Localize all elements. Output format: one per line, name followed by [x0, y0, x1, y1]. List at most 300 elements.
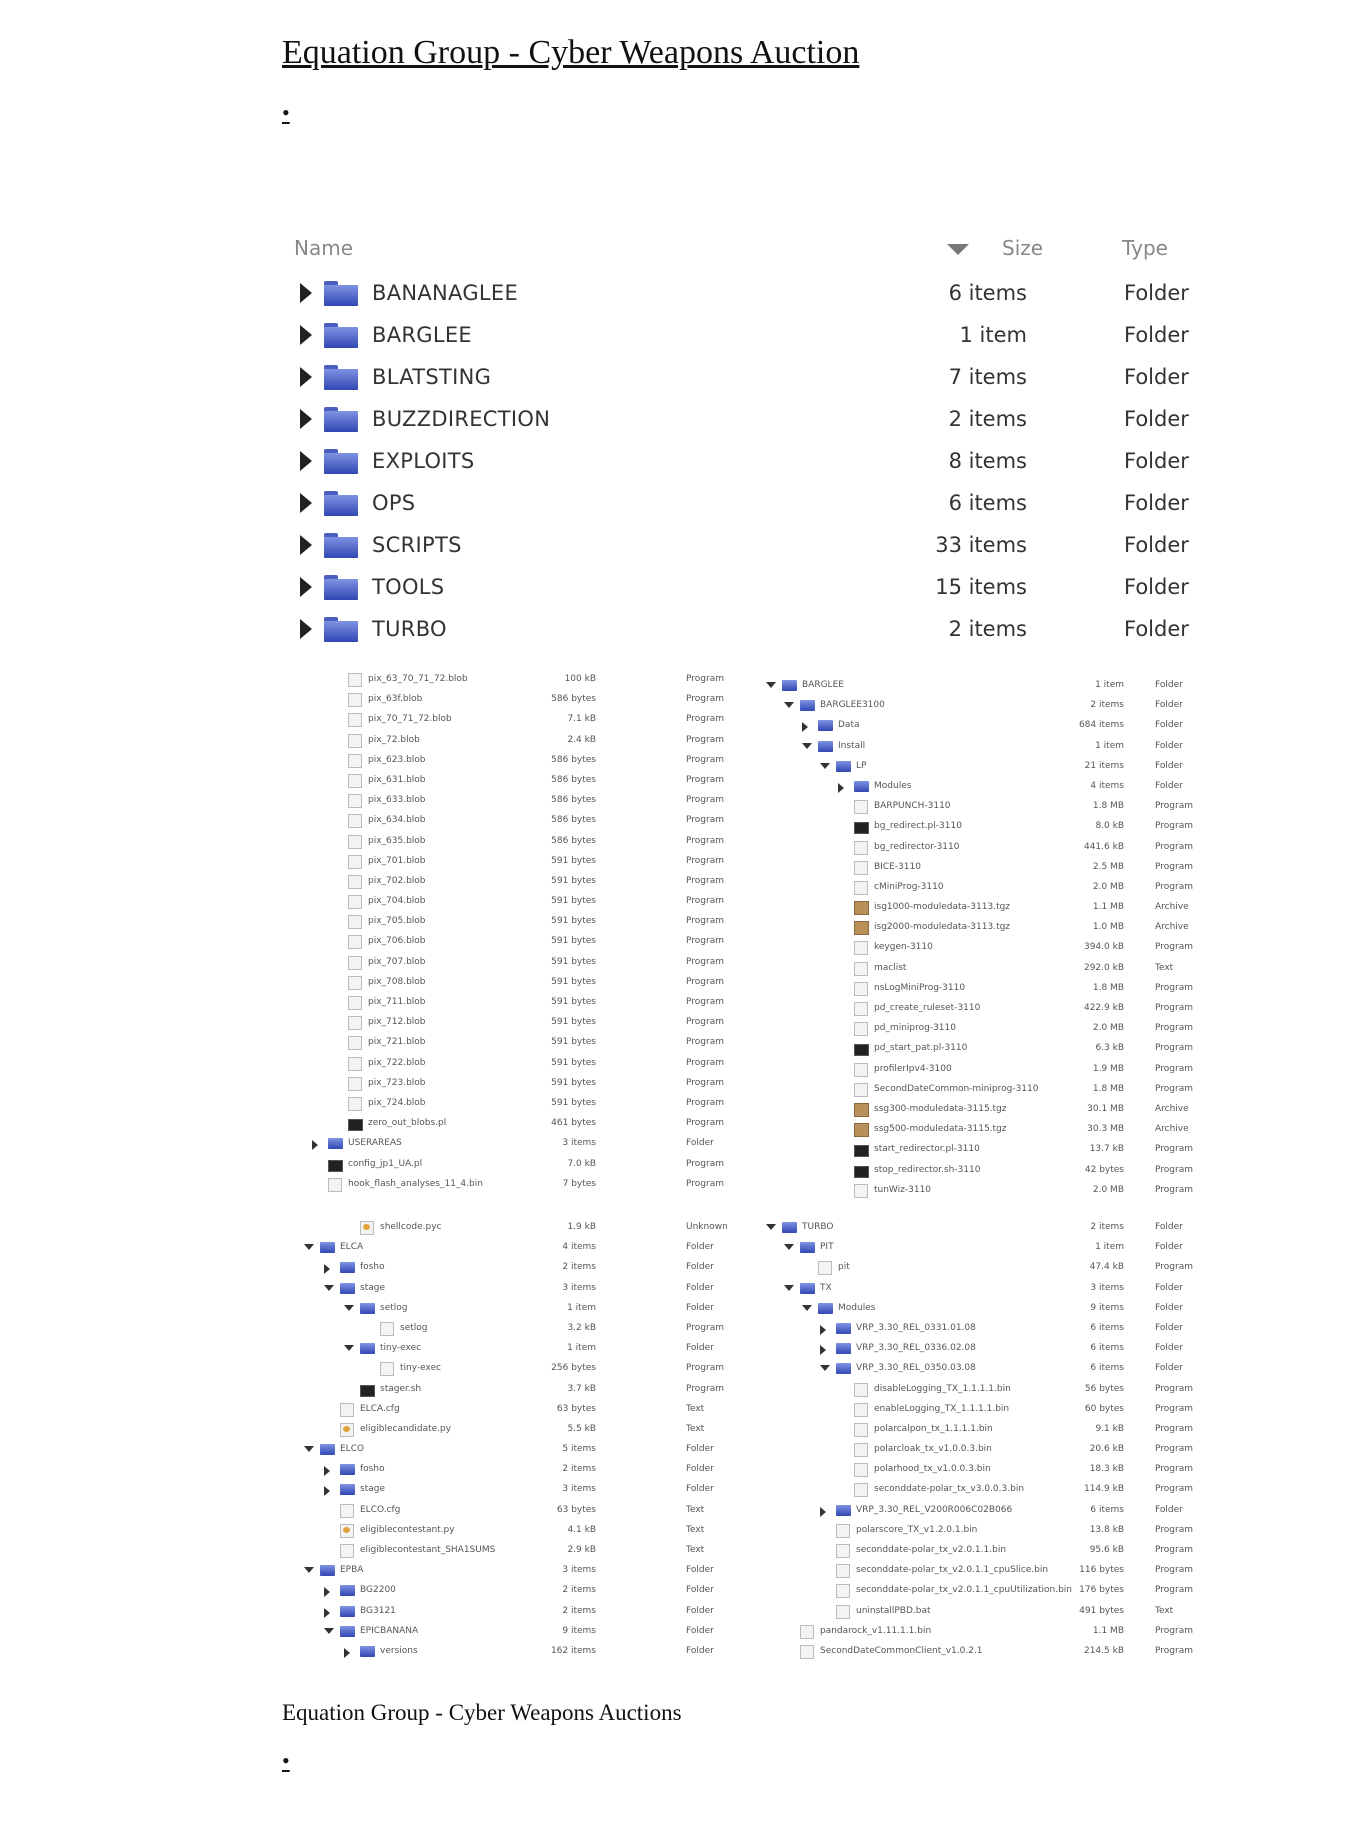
listing-type: Program: [686, 956, 724, 967]
listing-row[interactable]: [762, 1120, 1220, 1140]
expand-arrow-icon[interactable]: [802, 722, 808, 732]
folder-icon: [340, 1606, 355, 1617]
listing-row[interactable]: [298, 1238, 736, 1258]
listing-row[interactable]: [298, 1642, 736, 1662]
folder-row[interactable]: [282, 608, 1212, 650]
sort-descending-icon[interactable]: [947, 244, 969, 255]
listing-row[interactable]: [298, 670, 736, 690]
listing-row[interactable]: [762, 817, 1220, 837]
collapse-arrow-icon[interactable]: [802, 1305, 812, 1311]
listing-row[interactable]: [762, 1359, 1220, 1379]
listing-row[interactable]: [298, 1460, 736, 1480]
listing-size: 95.6 kB: [1089, 1545, 1124, 1555]
folder-icon: [854, 781, 869, 792]
listing-row[interactable]: [298, 1074, 736, 1094]
archive-icon: [854, 921, 869, 935]
folder-icon: [800, 700, 815, 711]
listing-type: Unknown: [686, 1222, 728, 1232]
collapse-arrow-icon[interactable]: [344, 1305, 354, 1311]
listing-size: 591 bytes: [551, 916, 596, 927]
listing-row[interactable]: [298, 1380, 736, 1400]
listing-name: BG3121: [360, 1605, 396, 1616]
exec-icon: [348, 1119, 363, 1131]
listing-row[interactable]: [298, 1094, 736, 1114]
listing-row[interactable]: [298, 1134, 736, 1154]
listing-name: Data: [838, 720, 860, 731]
listing-row[interactable]: [298, 1521, 736, 1541]
expand-arrow-icon[interactable]: [324, 1587, 330, 1597]
listing-name: setlog: [400, 1322, 428, 1333]
listing-type: Program: [1155, 1144, 1193, 1155]
expand-arrow-icon[interactable]: [300, 283, 312, 303]
folder-type: Folder: [1124, 491, 1189, 515]
listing-name: ssg300-moduledata-3115.tgz: [874, 1103, 1007, 1114]
listing-type: Folder: [686, 1343, 714, 1354]
listing-row[interactable]: [298, 1319, 736, 1339]
script-icon: [340, 1423, 354, 1437]
listing-row[interactable]: [298, 1175, 736, 1195]
listing-size: 63 bytes: [556, 1403, 596, 1414]
listing-row[interactable]: [298, 1581, 736, 1601]
collapse-arrow-icon[interactable]: [820, 763, 830, 769]
folder-row[interactable]: [282, 566, 1212, 608]
listing-name: VRP_3.30_REL_0350.03.08: [856, 1363, 976, 1374]
listing-row[interactable]: [762, 1299, 1220, 1319]
listing-size: 214.5 kB: [1083, 1645, 1124, 1656]
listing-row[interactable]: [762, 777, 1220, 797]
listing-row[interactable]: [298, 1440, 736, 1460]
expand-arrow-icon[interactable]: [312, 1140, 318, 1150]
listing-row[interactable]: [762, 979, 1220, 999]
listing-row[interactable]: [298, 892, 736, 912]
listing-type: Program: [686, 1118, 724, 1129]
listing-name: Modules: [874, 780, 912, 791]
listing-row[interactable]: [298, 1033, 736, 1053]
listing-type: Text: [686, 1423, 705, 1434]
listing-row[interactable]: [298, 811, 736, 831]
listing-size: 292.0 kB: [1083, 962, 1124, 973]
listing-name: LP: [856, 760, 867, 771]
file-icon: [854, 861, 868, 875]
folder-icon: [818, 1303, 833, 1314]
expand-arrow-icon[interactable]: [300, 577, 312, 597]
listing-name: BARGLEE3100: [820, 700, 885, 711]
listing-type: Program: [1155, 1625, 1193, 1636]
folder-icon: [340, 1585, 355, 1596]
collapse-arrow-icon[interactable]: [766, 1224, 776, 1230]
listing-type: Program: [686, 875, 724, 886]
listing-type: Folder: [1155, 1322, 1183, 1333]
listing-type: Program: [1155, 1083, 1193, 1094]
listing-row[interactable]: [298, 993, 736, 1013]
listing-row[interactable]: [762, 1258, 1220, 1278]
listing-size: 1 item: [567, 1302, 596, 1313]
file-icon: [348, 996, 362, 1010]
listing-row[interactable]: [298, 1013, 736, 1033]
listing-row[interactable]: [762, 1218, 1220, 1238]
listing-size: 4.1 kB: [567, 1524, 596, 1535]
folder-icon: [340, 1464, 355, 1475]
listing-type: Program: [1155, 1565, 1193, 1576]
listing-type: Folder: [686, 1645, 714, 1656]
listing-row[interactable]: [762, 959, 1220, 979]
listing-row[interactable]: [762, 1080, 1220, 1100]
listing-row[interactable]: [298, 1299, 736, 1319]
listing-screenshot-bottom-right: [762, 1218, 1220, 1662]
listing-row[interactable]: [762, 1140, 1220, 1160]
listing-row[interactable]: [762, 1238, 1220, 1258]
listing-type: Program: [686, 815, 724, 826]
listing-type: Folder: [686, 1605, 714, 1616]
listing-name: fosho: [360, 1262, 385, 1273]
listing-type: Program: [1155, 1164, 1193, 1175]
listing-row[interactable]: [298, 852, 736, 872]
listing-row[interactable]: [298, 751, 736, 771]
file-icon: [348, 1057, 362, 1071]
listing-type: Folder: [1155, 1222, 1183, 1232]
file-icon: [800, 1625, 814, 1639]
listing-size: 1.8 MB: [1092, 1083, 1124, 1094]
file-icon: [854, 881, 868, 895]
listing-row[interactable]: [298, 973, 736, 993]
listing-row[interactable]: [298, 1155, 736, 1175]
listing-row[interactable]: [762, 1642, 1220, 1662]
listing-row[interactable]: [298, 710, 736, 730]
listing-size: 1.1 MB: [1092, 902, 1124, 913]
folder-icon: [324, 491, 358, 516]
listing-type: Folder: [1155, 1242, 1183, 1253]
listing-row[interactable]: [762, 1100, 1220, 1120]
listing-row[interactable]: [298, 872, 736, 892]
listing-row[interactable]: [298, 912, 736, 932]
folder-row[interactable]: [282, 440, 1212, 482]
listing-row[interactable]: [762, 1279, 1220, 1299]
exec-icon: [854, 1166, 869, 1178]
expand-arrow-icon[interactable]: [300, 325, 312, 345]
listing-row[interactable]: [298, 1359, 736, 1379]
listing-name: pix_707.blob: [368, 956, 426, 967]
listing-row[interactable]: [298, 1602, 736, 1622]
listing-row[interactable]: [762, 898, 1220, 918]
listing-row[interactable]: [298, 690, 736, 710]
listing-name: PIT: [820, 1242, 834, 1253]
listing-name: BG2200: [360, 1585, 396, 1596]
folder-name: OPS: [372, 491, 416, 515]
expand-arrow-icon[interactable]: [344, 1648, 350, 1658]
folder-size: 8 items: [948, 449, 1027, 473]
listing-name: eligiblecontestant_SHA1SUMS: [360, 1545, 496, 1555]
listing-type: Program: [1155, 801, 1193, 812]
exec-icon: [854, 822, 869, 834]
listing-size: 586 bytes: [551, 754, 596, 765]
folder-type: Folder: [1124, 449, 1189, 473]
folder-row[interactable]: [282, 314, 1212, 356]
folder-row[interactable]: [282, 524, 1212, 566]
size-column-header[interactable]: Size: [1002, 236, 1044, 260]
listing-name: pix_708.blob: [368, 976, 426, 987]
listing-name: Install: [838, 740, 866, 751]
listing-row[interactable]: [762, 1380, 1220, 1400]
listing-row[interactable]: [762, 1019, 1220, 1039]
listing-row[interactable]: [762, 1480, 1220, 1500]
listing-size: 2.0 MB: [1092, 1023, 1124, 1034]
folder-icon: [320, 1242, 335, 1253]
listing-row[interactable]: [298, 771, 736, 791]
listing-size: 3 items: [1090, 1282, 1124, 1293]
expand-arrow-icon[interactable]: [300, 409, 312, 429]
listing-type: Program: [686, 1158, 724, 1169]
collapse-arrow-icon[interactable]: [784, 1244, 794, 1250]
collapse-arrow-icon[interactable]: [802, 743, 812, 749]
listing-type: Program: [686, 936, 724, 947]
listing-type: Program: [686, 976, 724, 987]
listing-name: stager.sh: [380, 1383, 422, 1394]
listing-size: 42 bytes: [1084, 1164, 1124, 1175]
listing-row[interactable]: [762, 757, 1220, 777]
folder-row[interactable]: [282, 398, 1212, 440]
listing-row[interactable]: [762, 1440, 1220, 1460]
listing-type: Folder: [1155, 1504, 1183, 1515]
folder-icon: [320, 1444, 335, 1455]
folder-name: BARGLEE: [372, 323, 472, 347]
listing-name: SecondDateCommonClient_v1.0.2.1: [820, 1645, 983, 1656]
listing-name: bg_redirector-3110: [874, 841, 960, 852]
file-icon: [348, 935, 362, 949]
listing-size: 1.9 kB: [567, 1222, 596, 1232]
file-icon: [348, 1077, 362, 1091]
listing-size: 1 item: [567, 1343, 596, 1354]
listing-row[interactable]: [762, 696, 1220, 716]
expand-arrow-icon[interactable]: [300, 535, 312, 555]
listing-size: 591 bytes: [551, 1017, 596, 1028]
listing-name: ELCA.cfg: [360, 1403, 400, 1414]
listing-row[interactable]: [298, 832, 736, 852]
listing-row[interactable]: [762, 1400, 1220, 1420]
collapse-arrow-icon[interactable]: [304, 1446, 314, 1452]
listing-row[interactable]: [298, 1279, 736, 1299]
listing-name: profilerIpv4-3100: [874, 1063, 952, 1074]
listing-name: seconddate-polar_tx_v3.0.0.3.bin: [874, 1484, 1025, 1495]
listing-size: 63 bytes: [556, 1504, 596, 1515]
listing-name: stop_redirector.sh-3110: [874, 1164, 981, 1175]
collapse-arrow-icon[interactable]: [784, 702, 794, 708]
listing-row[interactable]: [762, 1339, 1220, 1359]
listing-row[interactable]: [762, 1319, 1220, 1339]
listing-size: 1 item: [1095, 740, 1124, 751]
listing-name: setlog: [380, 1302, 408, 1313]
listing-row[interactable]: [298, 1400, 736, 1420]
listing-row[interactable]: [298, 932, 736, 952]
file-icon: [348, 713, 362, 727]
listing-name: BICE-3110: [874, 861, 921, 872]
expand-arrow-icon[interactable]: [324, 1466, 330, 1476]
file-icon: [854, 1483, 868, 1497]
bullet-point: •: [282, 1748, 290, 1773]
listing-name: hook_flash_analyses_11_4.bin: [348, 1178, 483, 1189]
listing-type: Program: [686, 1322, 724, 1333]
collapse-arrow-icon[interactable]: [784, 1285, 794, 1291]
listing-row[interactable]: [762, 1460, 1220, 1480]
folder-icon: [324, 365, 358, 390]
folder-size: 15 items: [935, 575, 1027, 599]
listing-size: 591 bytes: [551, 1057, 596, 1068]
listing-type: Folder: [686, 1444, 714, 1455]
listing-row[interactable]: [298, 1480, 736, 1500]
listing-row[interactable]: [762, 1501, 1220, 1521]
listing-name: eligiblecontestant.py: [360, 1524, 455, 1535]
name-column-header[interactable]: Name: [294, 236, 354, 260]
listing-row[interactable]: [298, 1622, 736, 1642]
collapse-arrow-icon[interactable]: [766, 682, 776, 688]
listing-row[interactable]: [762, 918, 1220, 938]
listing-row[interactable]: [762, 999, 1220, 1019]
file-icon: [348, 875, 362, 889]
file-icon: [836, 1524, 850, 1538]
listing-type: Program: [686, 1057, 724, 1068]
listing-size: 13.8 kB: [1089, 1524, 1124, 1535]
listing-row[interactable]: [762, 1541, 1220, 1561]
collapse-arrow-icon[interactable]: [304, 1567, 314, 1573]
listing-row[interactable]: [762, 1181, 1220, 1201]
folder-type: Folder: [1124, 575, 1189, 599]
folder-size: 6 items: [948, 281, 1027, 305]
listing-row[interactable]: [298, 1501, 736, 1521]
listing-row[interactable]: [762, 737, 1220, 757]
file-icon: [854, 1383, 868, 1397]
listing-size: 9 items: [1090, 1302, 1124, 1313]
expand-arrow-icon[interactable]: [838, 783, 844, 793]
listing-size: 6 items: [1090, 1363, 1124, 1374]
listing-row[interactable]: [762, 1581, 1220, 1601]
folder-icon: [782, 680, 797, 691]
page-title[interactable]: Equation Group - Cyber Weapons Auction: [282, 34, 860, 71]
listing-row[interactable]: [762, 1039, 1220, 1059]
listing-size: 6.3 kB: [1095, 1043, 1124, 1054]
file-icon: [854, 800, 868, 814]
listing-name: pix_63f.blob: [368, 694, 423, 705]
expand-arrow-icon[interactable]: [820, 1345, 826, 1355]
type-column-header[interactable]: Type: [1122, 236, 1168, 260]
listing-size: 5.5 kB: [567, 1423, 596, 1434]
file-icon: [818, 1261, 832, 1275]
listing-row[interactable]: [298, 791, 736, 811]
folder-row[interactable]: [282, 356, 1212, 398]
collapse-arrow-icon[interactable]: [324, 1628, 334, 1634]
expand-arrow-icon[interactable]: [300, 367, 312, 387]
listing-row[interactable]: [762, 1521, 1220, 1541]
listing-type: Program: [1155, 881, 1193, 892]
folder-row[interactable]: [282, 272, 1212, 314]
listing-row[interactable]: [762, 1622, 1220, 1642]
file-icon: [854, 1083, 868, 1097]
listing-name: ssg500-moduledata-3115.tgz: [874, 1124, 1007, 1135]
collapse-arrow-icon[interactable]: [344, 1345, 354, 1351]
file-icon: [854, 1403, 868, 1417]
expand-arrow-icon[interactable]: [820, 1507, 826, 1517]
expand-arrow-icon[interactable]: [324, 1486, 330, 1496]
file-icon: [836, 1605, 850, 1619]
listing-row[interactable]: [298, 1561, 736, 1581]
listing-type: Text: [686, 1403, 705, 1414]
collapse-arrow-icon[interactable]: [324, 1285, 334, 1291]
folder-icon: [324, 449, 358, 474]
listing-row[interactable]: [298, 1339, 736, 1359]
listing-row[interactable]: [762, 1161, 1220, 1181]
listing-row[interactable]: [762, 878, 1220, 898]
listing-name: shellcode.pyc: [380, 1222, 442, 1232]
listing-type: Program: [1155, 982, 1193, 993]
folder-icon: [836, 1363, 851, 1374]
listing-row[interactable]: [762, 1060, 1220, 1080]
listing-row[interactable]: [762, 838, 1220, 858]
listing-type: Program: [686, 1097, 724, 1108]
listing-size: 18.3 kB: [1089, 1464, 1124, 1475]
listing-type: Program: [1155, 1645, 1193, 1656]
listing-type: Program: [1155, 1464, 1193, 1475]
file-icon: [800, 1645, 814, 1659]
listing-row[interactable]: [762, 1420, 1220, 1440]
listing-row[interactable]: [762, 716, 1220, 736]
listing-row[interactable]: [298, 1258, 736, 1278]
listing-row[interactable]: [298, 1114, 736, 1134]
expand-arrow-icon[interactable]: [300, 619, 312, 639]
listing-row[interactable]: [762, 858, 1220, 878]
collapse-arrow-icon[interactable]: [304, 1244, 314, 1250]
listing-size: 7.1 kB: [567, 714, 596, 725]
listing-size: 422.9 kB: [1083, 1003, 1124, 1013]
folder-name: TURBO: [372, 617, 447, 641]
listing-row[interactable]: [762, 676, 1220, 696]
listing-row[interactable]: [762, 797, 1220, 817]
expand-arrow-icon[interactable]: [324, 1264, 330, 1274]
collapse-arrow-icon[interactable]: [820, 1365, 830, 1371]
file-icon: [854, 1463, 868, 1477]
listing-size: 21 items: [1084, 760, 1124, 771]
listing-type: Folder: [686, 1464, 714, 1475]
listing-row[interactable]: [298, 1420, 736, 1440]
listing-size: 9.1 kB: [1095, 1423, 1124, 1434]
listing-row[interactable]: [762, 938, 1220, 958]
listing-name: pd_start_pat.pl-3110: [874, 1043, 968, 1054]
file-icon: [380, 1362, 394, 1376]
listing-row[interactable]: [298, 953, 736, 973]
listing-row[interactable]: [298, 1541, 736, 1561]
listing-row[interactable]: [298, 1054, 736, 1074]
listing-name: seconddate-polar_tx_v2.0.1.1.bin: [856, 1545, 1007, 1555]
listing-size: 1 item: [1095, 1242, 1124, 1253]
listing-size: 684 items: [1078, 720, 1124, 731]
file-icon: [348, 915, 362, 929]
expand-arrow-icon[interactable]: [324, 1608, 330, 1618]
folder-icon: [800, 1283, 815, 1294]
listing-row[interactable]: [298, 1218, 736, 1238]
file-icon: [854, 962, 868, 976]
expand-arrow-icon[interactable]: [820, 1325, 826, 1335]
expand-arrow-icon[interactable]: [300, 493, 312, 513]
exec-icon: [854, 1044, 869, 1056]
listing-name: polarcalpon_tx_1.1.1.1.bin: [874, 1423, 993, 1434]
expand-arrow-icon[interactable]: [300, 451, 312, 471]
listing-row[interactable]: [762, 1602, 1220, 1622]
listing-type: Program: [686, 997, 724, 1007]
listing-size: 3.7 kB: [567, 1383, 596, 1394]
listing-size: 586 bytes: [551, 795, 596, 806]
listing-row[interactable]: [298, 731, 736, 751]
listing-type: Program: [1155, 1585, 1193, 1596]
folder-row[interactable]: [282, 482, 1212, 524]
listing-row[interactable]: [762, 1561, 1220, 1581]
folder-icon: [836, 761, 851, 772]
